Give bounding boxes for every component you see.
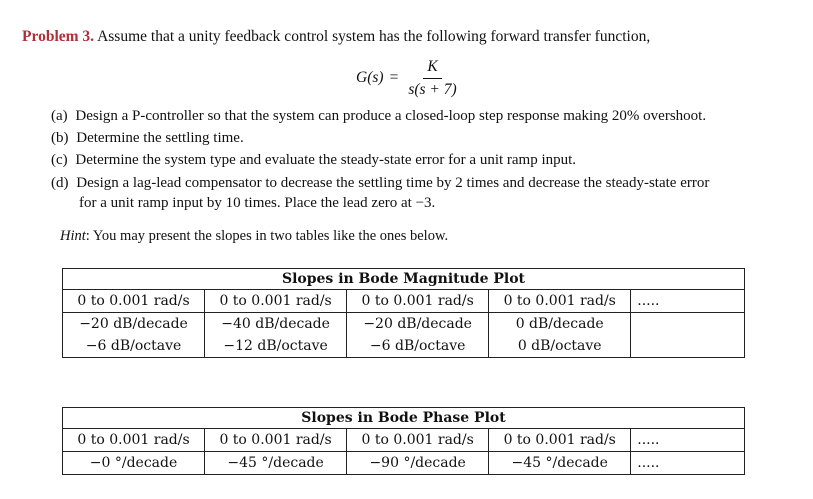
ellipsis-cell: ..... <box>631 452 745 475</box>
formula-lhs: G(s) <box>356 69 384 86</box>
ellipsis-cell: ..... <box>631 429 745 452</box>
item-c <box>51 152 576 169</box>
slope-cell: −0 °/decade <box>63 452 205 475</box>
item-tag: (a) <box>51 108 68 124</box>
hint-text: : You may present the slopes in two tables like the ones below. <box>85 228 449 244</box>
item-a <box>51 108 706 125</box>
item-tag: (b) <box>51 130 69 146</box>
hint-label: Hint <box>60 228 86 244</box>
formula-fraction <box>404 58 460 99</box>
empty-cell <box>631 335 745 358</box>
problem-label: Problem 3. <box>22 28 95 45</box>
item-tag: (c) <box>51 152 68 168</box>
slope-cell: −20 dB/decade <box>347 313 489 336</box>
problem-statement <box>22 28 650 46</box>
hint <box>60 228 448 245</box>
magnitude-slopes-table <box>62 268 745 358</box>
range-cell: 0 to 0.001 rad/s <box>63 290 205 313</box>
range-cell: 0 to 0.001 rad/s <box>63 429 205 452</box>
formula-denominator: s(s + 7) <box>408 80 457 98</box>
range-cell: 0 to 0.001 rad/s <box>347 290 489 313</box>
formula-numerator: K <box>423 58 441 79</box>
item-b <box>51 130 244 147</box>
empty-cell <box>631 313 745 336</box>
slope-cell: −90 °/decade <box>347 452 489 475</box>
slope-cell: −20 dB/decade <box>63 313 205 336</box>
item-d-continued: for a unit ramp input by 10 times. Place the lead zero at −3. <box>79 195 436 211</box>
range-cell: 0 to 0.001 rad/s <box>205 290 347 313</box>
slope-cell: −40 dB/decade <box>205 313 347 336</box>
table-title: Slopes in Bode Magnitude Plot <box>63 269 745 290</box>
slope-cell: −12 dB/octave <box>205 335 347 358</box>
phase-slopes-table <box>62 407 745 475</box>
slope-cell: −45 °/decade <box>489 452 631 475</box>
range-cell: 0 to 0.001 rad/s <box>347 429 489 452</box>
range-cell: 0 to 0.001 rad/s <box>489 290 631 313</box>
range-cell: 0 to 0.001 rad/s <box>489 429 631 452</box>
range-cell: 0 to 0.001 rad/s <box>205 429 347 452</box>
item-tag: (d) <box>51 175 69 191</box>
transfer-function <box>356 55 461 101</box>
slope-cell: −6 dB/octave <box>63 335 205 358</box>
slope-cell: 0 dB/decade <box>489 313 631 336</box>
ellipsis-cell: ..... <box>631 290 745 313</box>
item-text: Determine the settling time. <box>76 130 244 146</box>
problem-intro: Assume that a unity feedback control system has the following forward transfer function, <box>97 28 651 45</box>
table-title: Slopes in Bode Phase Plot <box>63 408 745 429</box>
formula-equals: = <box>389 69 399 86</box>
slope-cell: 0 dB/octave <box>489 335 631 358</box>
slope-cell: −6 dB/octave <box>347 335 489 358</box>
item-d <box>51 175 709 192</box>
item-text: Design a P-controller so that the system can produce a closed-loop step response making 20% overshoot. <box>75 108 707 124</box>
item-text: Design a lag-lead compensator to decrease the settling time by 2 times and decrease the steady-state error <box>76 175 710 191</box>
item-text: Determine the system type and evaluate the steady-state error for a unit ramp input. <box>75 152 577 168</box>
slope-cell: −45 °/decade <box>205 452 347 475</box>
